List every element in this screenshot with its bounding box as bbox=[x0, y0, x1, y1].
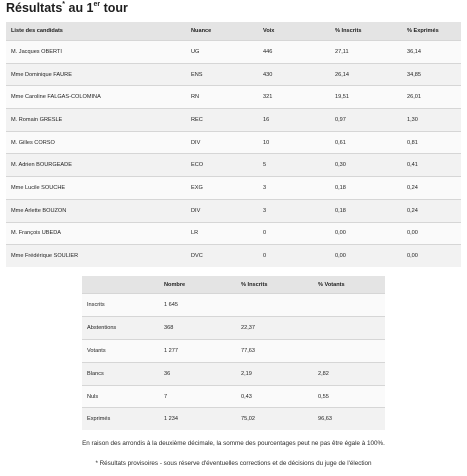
table-row bbox=[6, 222, 461, 245]
summary-pct-registered: 75,02 bbox=[236, 408, 313, 430]
summary-pct-voters bbox=[313, 294, 385, 317]
candidate-votes: 10 bbox=[258, 131, 330, 154]
candidate-name: Mme Lucile SOUCHE bbox=[6, 177, 186, 200]
summary-pct-voters: 2,82 bbox=[313, 362, 385, 385]
summary-header-row bbox=[82, 276, 385, 294]
candidate-name: Mme Frédérique SOULIER bbox=[6, 245, 186, 267]
page-title bbox=[6, 1, 128, 15]
summary-pct-voters: 0,55 bbox=[313, 385, 385, 408]
summary-label: Exprimés bbox=[82, 408, 159, 430]
summary-label: Votants bbox=[82, 339, 159, 362]
candidate-votes: 5 bbox=[258, 154, 330, 177]
table-row bbox=[6, 154, 461, 177]
candidate-name: M. Adrien BOURGEADE bbox=[6, 154, 186, 177]
table-row bbox=[6, 131, 461, 154]
candidate-votes: 0 bbox=[258, 245, 330, 267]
candidate-pct-registered: 0,00 bbox=[330, 222, 402, 245]
candidate-pct-cast: 1,30 bbox=[402, 109, 461, 132]
candidate-nuance: RN bbox=[186, 86, 258, 109]
candidate-nuance: LR bbox=[186, 222, 258, 245]
header-empty bbox=[82, 276, 159, 294]
summary-pct-registered: 22,37 bbox=[236, 316, 313, 339]
candidate-nuance: DIV bbox=[186, 131, 258, 154]
candidate-pct-cast: 0,00 bbox=[402, 245, 461, 267]
candidates-header-row bbox=[6, 22, 461, 41]
candidate-votes: 3 bbox=[258, 177, 330, 200]
header-count: Nombre bbox=[159, 276, 236, 294]
table-row bbox=[6, 177, 461, 200]
table-row bbox=[6, 245, 461, 267]
summary-count: 36 bbox=[159, 362, 236, 385]
table-row bbox=[82, 408, 385, 430]
candidate-name: M. Romain GRESLE bbox=[6, 109, 186, 132]
candidate-name: M. Gilles CORSO bbox=[6, 131, 186, 154]
candidate-pct-cast: 36,14 bbox=[402, 41, 461, 64]
title-middle: au 1 bbox=[65, 1, 94, 15]
table-row bbox=[6, 199, 461, 222]
rounding-note: En raison des arrondis à la deuxième décimale, la somme des pourcentages peut ne pas être égale à 100%. bbox=[82, 440, 385, 447]
candidate-votes: 430 bbox=[258, 63, 330, 86]
summary-count: 368 bbox=[159, 316, 236, 339]
provisional-note: * Résultats provisoires - sous réserve d'éventuelles corrections et de décisions du juge de l'élection bbox=[95, 460, 372, 467]
candidate-name: Mme Caroline FALGAS-COLOMINA bbox=[6, 86, 186, 109]
summary-pct-registered: 0,43 bbox=[236, 385, 313, 408]
candidate-votes: 3 bbox=[258, 199, 330, 222]
header-pct-registered: % Inscrits bbox=[236, 276, 313, 294]
candidate-pct-cast: 0,00 bbox=[402, 222, 461, 245]
candidate-pct-cast: 26,01 bbox=[402, 86, 461, 109]
table-row bbox=[6, 109, 461, 132]
summary-label: Nuls bbox=[82, 385, 159, 408]
table-row bbox=[6, 41, 461, 64]
candidate-nuance: DVC bbox=[186, 245, 258, 267]
summary-label: Abstentions bbox=[82, 316, 159, 339]
summary-pct-registered: 77,63 bbox=[236, 339, 313, 362]
header-candidate-list: Liste des candidats bbox=[6, 22, 186, 41]
candidate-pct-registered: 0,30 bbox=[330, 154, 402, 177]
candidate-pct-cast: 0,41 bbox=[402, 154, 461, 177]
candidate-pct-registered: 27,11 bbox=[330, 41, 402, 64]
summary-pct-voters: 96,63 bbox=[313, 408, 385, 430]
header-pct-voters: % Votants bbox=[313, 276, 385, 294]
title-prefix: Résultats bbox=[6, 1, 63, 15]
candidate-name: Mme Arlette BOUZON bbox=[6, 199, 186, 222]
header-pct-cast: % Exprimés bbox=[402, 22, 461, 41]
candidate-name: M. François UBEDA bbox=[6, 222, 186, 245]
candidate-pct-cast: 0,24 bbox=[402, 177, 461, 200]
candidate-pct-cast: 34,85 bbox=[402, 63, 461, 86]
title-suffix: tour bbox=[100, 1, 128, 15]
summary-pct-registered: 2,19 bbox=[236, 362, 313, 385]
title-ordinal: er bbox=[93, 1, 101, 8]
candidate-votes: 16 bbox=[258, 109, 330, 132]
candidate-nuance: ECO bbox=[186, 154, 258, 177]
candidate-votes: 0 bbox=[258, 222, 330, 245]
candidate-votes: 321 bbox=[258, 86, 330, 109]
candidate-pct-registered: 0,97 bbox=[330, 109, 402, 132]
table-row bbox=[6, 86, 461, 109]
table-row bbox=[82, 316, 385, 339]
table-row bbox=[82, 362, 385, 385]
summary-label: Blancs bbox=[82, 362, 159, 385]
header-nuance: Nuance bbox=[186, 22, 258, 41]
candidate-nuance: ENS bbox=[186, 63, 258, 86]
candidate-pct-registered: 26,14 bbox=[330, 63, 402, 86]
candidate-nuance: UG bbox=[186, 41, 258, 64]
title-asterisk: * bbox=[62, 1, 66, 8]
candidate-pct-registered: 0,18 bbox=[330, 199, 402, 222]
table-row bbox=[82, 294, 385, 317]
candidate-pct-registered: 0,00 bbox=[330, 245, 402, 267]
candidate-nuance: REC bbox=[186, 109, 258, 132]
table-row bbox=[82, 339, 385, 362]
summary-count: 1 645 bbox=[159, 294, 236, 317]
summary-pct-voters bbox=[313, 316, 385, 339]
candidate-pct-registered: 19,51 bbox=[330, 86, 402, 109]
summary-table bbox=[82, 276, 385, 430]
candidate-pct-cast: 0,24 bbox=[402, 199, 461, 222]
candidate-pct-registered: 0,18 bbox=[330, 177, 402, 200]
summary-pct-registered bbox=[236, 294, 313, 317]
candidate-pct-cast: 0,81 bbox=[402, 131, 461, 154]
header-votes: Voix bbox=[258, 22, 330, 41]
candidate-name: Mme Dominique FAURE bbox=[6, 63, 186, 86]
candidate-nuance: EXG bbox=[186, 177, 258, 200]
summary-count: 1 234 bbox=[159, 408, 236, 430]
summary-count: 1 277 bbox=[159, 339, 236, 362]
table-row bbox=[82, 385, 385, 408]
candidate-pct-registered: 0,61 bbox=[330, 131, 402, 154]
summary-label: Inscrits bbox=[82, 294, 159, 317]
header-pct-registered: % Inscrits bbox=[330, 22, 402, 41]
summary-count: 7 bbox=[159, 385, 236, 408]
candidate-name: M. Jacques OBERTI bbox=[6, 41, 186, 64]
candidate-nuance: DIV bbox=[186, 199, 258, 222]
candidate-votes: 446 bbox=[258, 41, 330, 64]
table-row bbox=[6, 63, 461, 86]
candidates-table bbox=[6, 22, 461, 267]
summary-pct-voters bbox=[313, 339, 385, 362]
